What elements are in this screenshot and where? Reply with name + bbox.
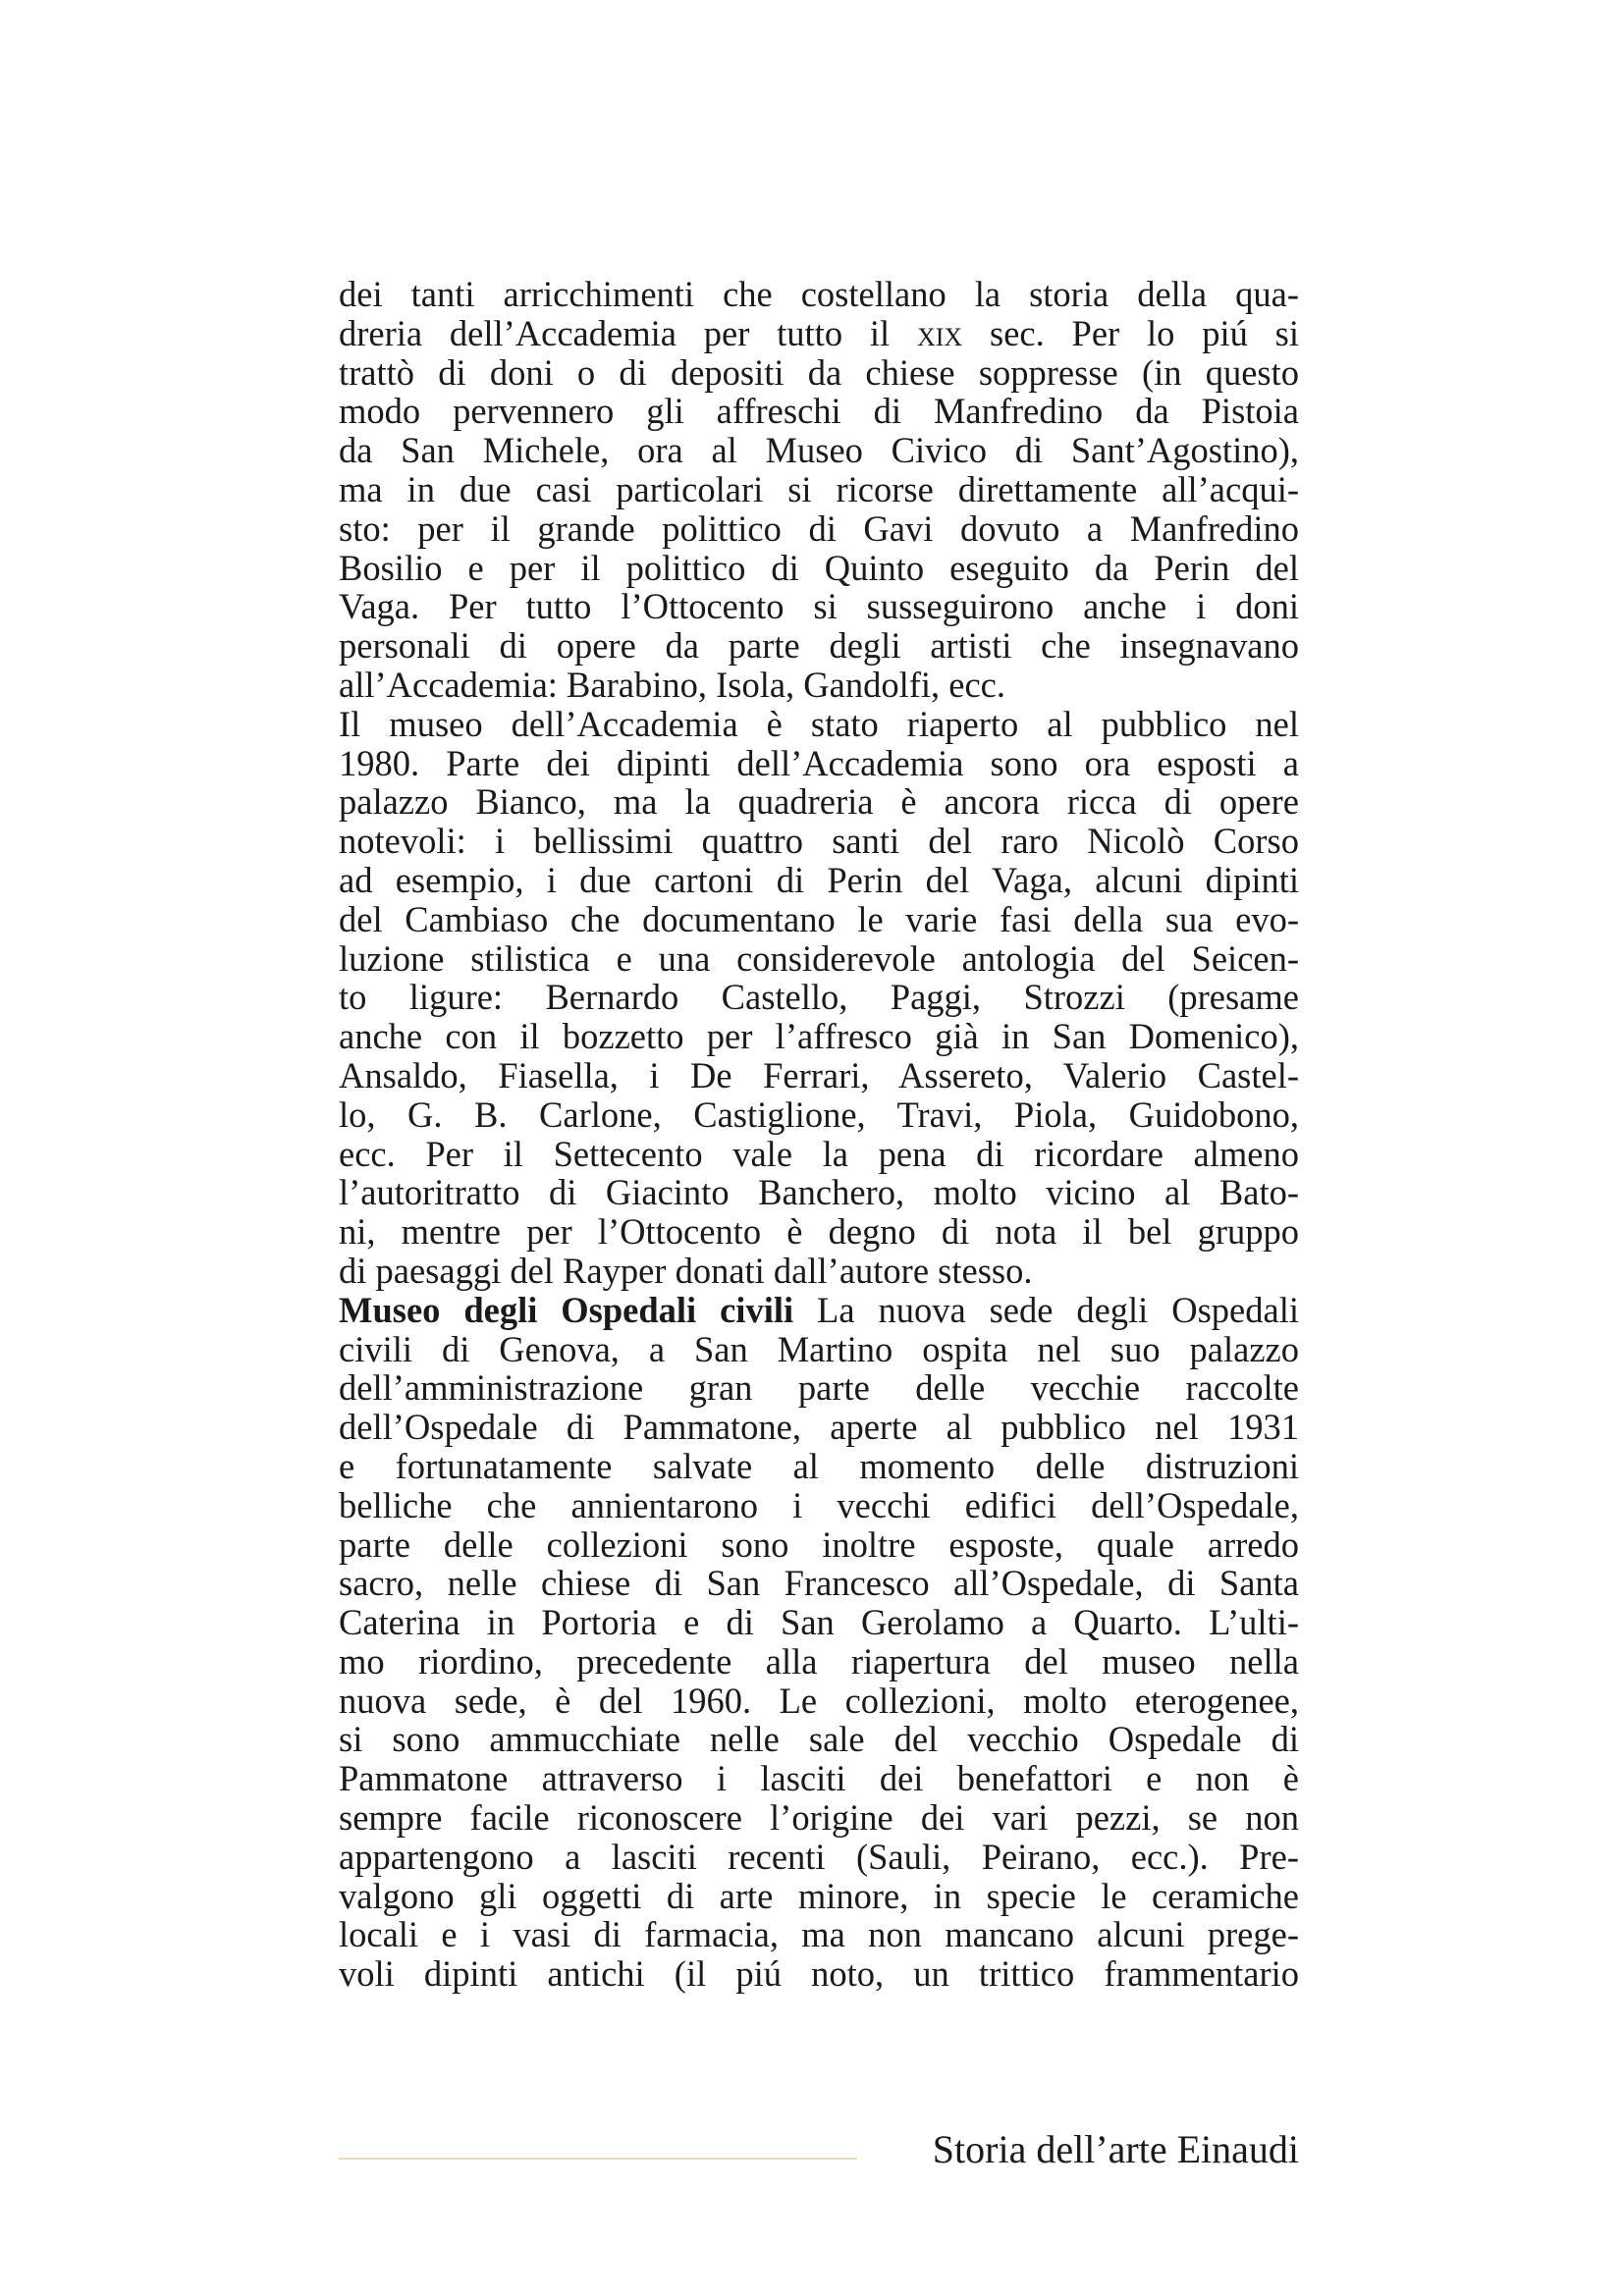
text-fragment: La nuova sede degli Ospedali <box>793 1289 1299 1330</box>
text-line: all’Accademia: Barabino, Isola, Gandolfi, ecc. <box>339 664 1006 705</box>
text-line: sacro, nelle chiese di San Francesco all’Ospedale, di Santa <box>339 1563 1299 1604</box>
footer-rule <box>339 2158 857 2160</box>
paragraph-accademia-history <box>339 275 1299 705</box>
text-line: del Cambiaso che documentano le varie fasi della sua evo- <box>339 898 1299 939</box>
text-line: notevoli: i bellissimi quattro santi del raro Nicolò Corso <box>339 821 1299 862</box>
text-line: dell’Ospedale di Pammatone, aperte al pubblico nel 1931 <box>339 1407 1299 1448</box>
text-line <box>339 314 1299 353</box>
text-line: appartengono a lasciti recenti (Sauli, Peirano, ecc.). Pre- <box>339 1836 1299 1877</box>
text-line: dei tanti arricchimenti che costellano la storia della qua- <box>339 274 1299 314</box>
roman-numeral: xix <box>916 312 963 353</box>
text-line: anche con il bozzetto per l’affresco già in San Domenico), <box>339 1016 1299 1057</box>
text-line: Pammatone attraverso i lasciti dei benefattori e non è <box>339 1758 1299 1799</box>
text-line: modo pervennero gli affreschi di Manfredino da Pistoia <box>339 391 1299 432</box>
text-fragment: sec. Per lo piú si <box>962 312 1299 353</box>
text-line: l’autoritratto di Giacinto Banchero, molto vicino al Bato- <box>339 1172 1299 1213</box>
text-line: 1980. Parte dei dipinti dell’Accademia sono ora esposti a <box>339 742 1299 783</box>
text-line: Bosilio e per il polittico di Quinto eseguito da Perin del <box>339 547 1299 588</box>
text-line: belliche che annientarono i vecchi edifici dell’Ospedale, <box>339 1484 1299 1525</box>
text-line: dell’amministrazione gran parte delle vecchie raccolte <box>339 1367 1299 1409</box>
text-line: ad esempio, i due cartoni di Perin del Vaga, alcuni dipinti <box>339 859 1299 900</box>
text-line: ma in due casi particolari si ricorse direttamente all’acqui- <box>339 468 1299 509</box>
text-line: nuova sede, è del 1960. Le collezioni, molto eterogenee, <box>339 1680 1299 1721</box>
body-text <box>339 275 1299 1994</box>
text-line: Ansaldo, Fiasella, i De Ferrari, Assereto, Valerio Castel- <box>339 1054 1299 1095</box>
text-line: e fortunatamente salvate al momento delle distruzioni <box>339 1445 1299 1486</box>
text-line: Caterina in Portoria e di San Gerolamo a Quarto. L’ulti- <box>339 1602 1299 1643</box>
text-line: da San Michele, ora al Museo Civico di Sant’Agostino), <box>339 430 1299 471</box>
text-line: ni, mentre per l’Ottocento è degno di nota il bel gruppo <box>339 1211 1299 1253</box>
text-line: sempre facile riconoscere l’origine dei vari pezzi, se non <box>339 1797 1299 1839</box>
text-line: lo, G. B. Carlone, Castiglione, Travi, Piola, Guidobono, <box>339 1094 1299 1135</box>
text-line: luzione stilistica e una considerevole antologia del Seicen- <box>339 937 1299 979</box>
text-line: sto: per il grande polittico di Gavi dovuto a Manfredino <box>339 507 1299 549</box>
text-line: di paesaggi del Rayper donati dall’autore stesso. <box>339 1250 1033 1291</box>
text-fragment: dreria dell’Accademia per tutto il <box>339 312 917 353</box>
text-line: mo riordino, precedente alla riapertura del museo nella <box>339 1640 1299 1682</box>
text-line: parte delle collezioni sono inoltre esposte, quale arredo <box>339 1523 1299 1565</box>
text-line: personali di opere da parte degli artisti che insegnavano <box>339 625 1299 667</box>
footer-title: Storia dell’arte Einaudi <box>932 2127 1299 2171</box>
text-line: Il museo dell’Accademia è stato riaperto al pubblico nel <box>339 703 1299 744</box>
text-line: trattò di doni o di depositi da chiese soppresse (in questo <box>339 351 1299 393</box>
text-line: voli dipinti antichi (il piú noto, un trittico frammentario <box>339 1953 1299 1995</box>
page-footer <box>339 2126 1299 2175</box>
text-line: civili di Genova, a San Martino ospita nel suo palazzo <box>339 1328 1299 1369</box>
text-line: Vaga. Per tutto l’Ottocento si susseguirono anche i doni <box>339 586 1299 627</box>
text-line: si sono ammucchiate nelle sale del vecchio Ospedale di <box>339 1719 1299 1760</box>
section-heading: Museo degli Ospedali civili <box>339 1289 794 1330</box>
text-line <box>339 1291 1299 1330</box>
text-line: palazzo Bianco, ma la quadreria è ancora ricca di opere <box>339 781 1299 823</box>
paragraph-accademia-museum <box>339 705 1299 1291</box>
text-line: locali e i vasi di farmacia, ma non mancano alcuni prege- <box>339 1914 1299 1955</box>
text-line: ecc. Per il Settecento vale la pena di ricordare almeno <box>339 1133 1299 1174</box>
text-line: valgono gli oggetti di arte minore, in specie le ceramiche <box>339 1875 1299 1916</box>
paragraph-ospedali-civili <box>339 1291 1299 1994</box>
text-line: to ligure: Bernardo Castello, Paggi, Strozzi (presame <box>339 977 1299 1018</box>
